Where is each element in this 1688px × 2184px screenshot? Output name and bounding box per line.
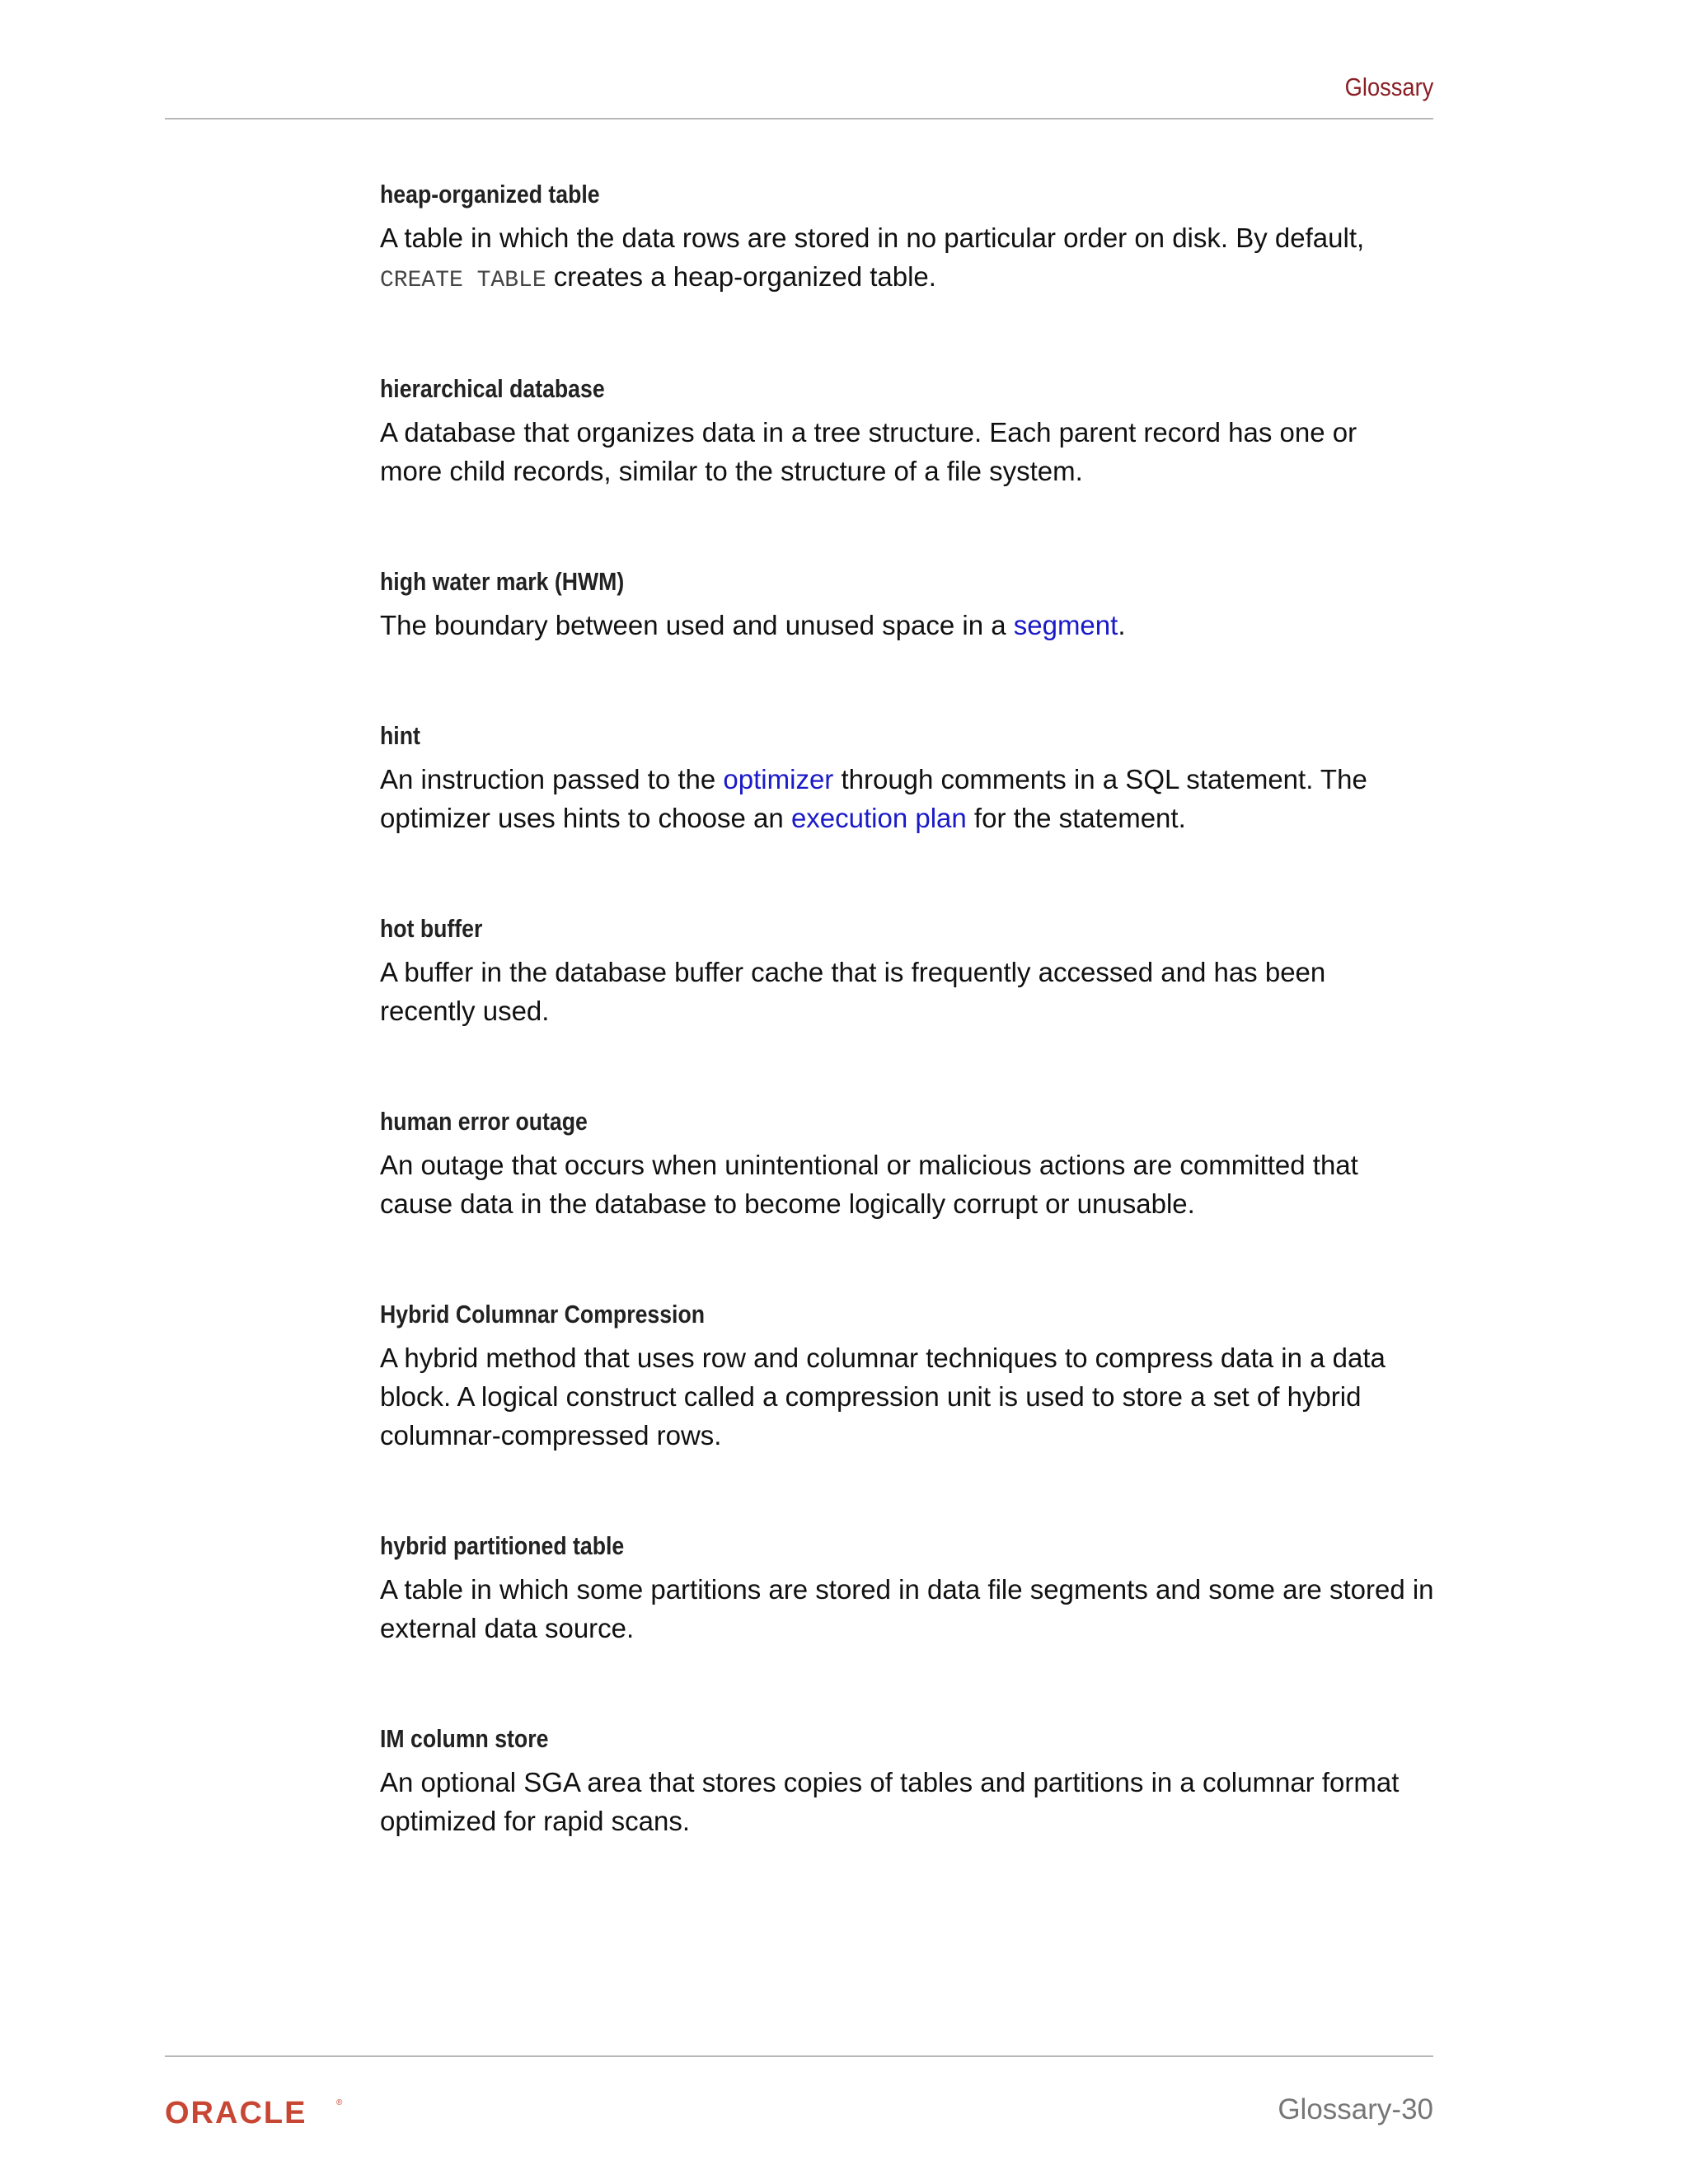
oracle-logo-text: ORACLE (165, 2097, 307, 2128)
glossary-definition: A table in which the data rows are stored in no particular order on disk. By default, CREATE TABLE creates a heap-organized table. (380, 223, 1365, 293)
execution-plan-link[interactable]: execution plan (790, 803, 967, 833)
glossary-entry (380, 176, 1435, 371)
glossary-definition: A hybrid method that uses row and columnar techniques to compress data in a data block. A logical construct called a compression unit is used to store a set of hybrid columnar-compressed rows. (380, 1343, 1386, 1451)
segment-link[interactable]: segment (1013, 610, 1118, 640)
page-number: Glossary-30 (1278, 2093, 1433, 2125)
glossary-entry (380, 564, 1435, 718)
glossary-term: Hybrid Columnar Compression (380, 1300, 706, 1329)
glossary-entry (380, 911, 1435, 1104)
glossary-term: high water mark (HWM) (380, 567, 625, 596)
code-literal: CREATE TABLE (380, 268, 546, 293)
glossary-entry (380, 1721, 1435, 1840)
footer-rule (165, 2055, 1433, 2057)
glossary-entry (380, 1296, 1435, 1528)
glossary-entry (380, 1104, 1435, 1296)
glossary-definition: The boundary between used and unused space in a segment. (380, 610, 1126, 640)
glossary-entry (380, 371, 1435, 564)
running-header: Glossary (1344, 73, 1433, 101)
glossary-entry (380, 718, 1435, 911)
glossary-definition: A database that organizes data in a tree structure. Each parent record has one or more child records, similar to the structure of a file system. (380, 417, 1357, 486)
oracle-logo (165, 2097, 346, 2128)
glossary-term: human error outage (380, 1107, 588, 1136)
glossary-term: IM column store (380, 1724, 549, 1753)
glossary-term: heap-organized table (380, 180, 600, 209)
glossary-term: hybrid partitioned table (380, 1531, 625, 1560)
glossary-definition: An optional SGA area that stores copies of tables and partitions in a columnar format optimized for rapid scans. (380, 1767, 1400, 1836)
svg-text:®: ® (336, 2098, 343, 2107)
glossary-definition: An outage that occurs when unintentional or malicious actions are committed that cause data in the database to become logically corrupt or unusable. (380, 1150, 1358, 1219)
glossary-term: hint (380, 721, 420, 750)
glossary-term: hot buffer (380, 914, 483, 943)
glossary-entries (380, 176, 1435, 1840)
glossary-definition: An instruction passed to the optimizer through comments in a SQL statement. The optimizer uses hints to choose an execution plan for the statement. (380, 764, 1367, 833)
glossary-entry (380, 1528, 1435, 1721)
header-rule (165, 118, 1433, 120)
optimizer-link[interactable]: optimizer (723, 764, 834, 794)
glossary-definition: A buffer in the database buffer cache that is frequently accessed and has been recently used. (380, 957, 1326, 1026)
glossary-definition: A table in which some partitions are stored in data file segments and some are stored in external data source. (380, 1574, 1434, 1643)
glossary-term: hierarchical database (380, 374, 605, 403)
